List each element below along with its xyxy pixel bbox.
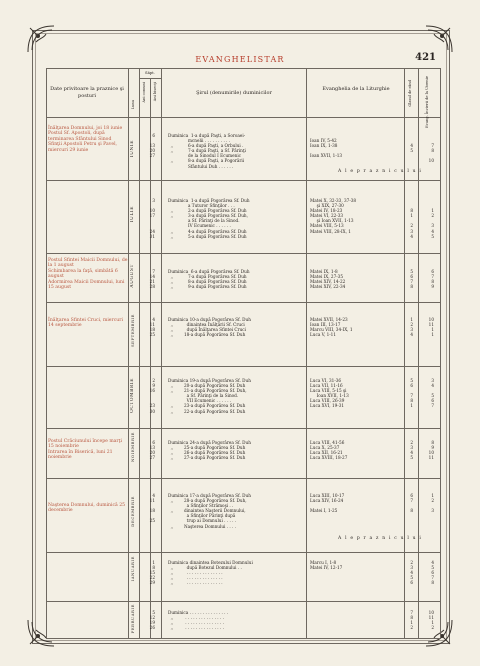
days-iulie: 3 10 17 24 31	[149, 198, 155, 239]
section-note-noiembrie: Postul Crăciunului începe marţi 15 noiembrie Intrarea în Biserică, luni 21 noiembrie	[48, 439, 122, 461]
utr-noiembrie: 8 9 10 11	[428, 440, 434, 461]
sundays-decembrie: Duminica 17-a după Pogorârea Sf. Duh ,, 28-a după Pogorârea Sf. Duh, a Sfinţilor Strămoşi . . ,, dinaintea Naşterii Domnului, a Sfinţilor Părinţi după trup ai Domnului . . . . . ,, Naşterea Domnului . . . .	[168, 493, 251, 529]
gospels-ianuarie: Marcu I, 1-8 Matei IV, 12-17	[310, 560, 343, 571]
glas-februarie: 7 8 1 2	[410, 610, 413, 631]
section-rule	[46, 302, 440, 303]
month-decembrie: DECEMBRIE	[130, 496, 135, 527]
gospels-iulie: Matei X, 32-33, 37-38 şi XIX, 27-30 Matei IV, 18-23 Matei VI, 22-33 şi Ioan XVII, 1-13 Matei VIII, 5-13 Matei VIII, 28-IX, 1	[310, 198, 357, 234]
section-note-decembrie: Naşterea Domnului, duminică 25 decembrie	[48, 503, 126, 514]
corner-ornament-bottom-left	[26, 618, 56, 648]
section-note-septembrie: Înălţarea Sfintei Cruci, miercuri 14 septembrie	[48, 318, 123, 329]
sundays-iunie: Duminica 1-a după Paşti, a Soroaei- mcnelii . . . . . . . . . . ,, 6-a după Paşti, a Orbului . ,, 7-a după Paşti, a Sf. Părinţi de la Sinodul I Ecumenic ,, 8-a după Paşti, a Pogorârii Sfântului Duh . . . . . .	[168, 133, 246, 169]
sundays-octombrie: Duminica 19-a după Pogorârea Sf. Duh ,, 20-a după Pogorârea Sf. Duh ,, 21-a după Pogorârea Sf. Duh, a Sf. Părinţi de la Sinod. VII Ecumenic . . . . . . ,, 23-a după Pogorârea Sf. Duh ,, 22-a după Pogorârea Sf. Duh	[168, 378, 251, 414]
corner-ornament-top-right	[424, 24, 454, 54]
month-octombrie: OCTOMBRIE	[130, 378, 135, 413]
utr-septembrie: 10 11 1 1	[428, 317, 434, 338]
col-line	[440, 68, 441, 638]
days-iunie: 6 13 20 27	[149, 133, 155, 159]
days-octombrie: 2 9 16 23 30	[149, 378, 155, 414]
month-septembrie: SEPTEMBRIE	[130, 314, 135, 348]
table-header-rule	[46, 117, 440, 118]
utr-august: 6 7 8 9	[431, 269, 434, 290]
gospels-octombrie: Luca VI, 31-36 Luca VII, 11-16 Luca VIII, 5-15 şi Ioan XVII, 1-13 Luca VIII, 26-39 Luca XVI, 19-31	[310, 378, 349, 409]
section-rule	[46, 428, 440, 429]
days-septembrie: 4 11 18 25	[149, 317, 155, 338]
utr-decembrie: 1 2 3	[431, 493, 434, 514]
sapt-rule	[139, 78, 161, 79]
header-evanghelia: Evanghelia de la Liturghie	[322, 86, 390, 92]
header-saptamana: Săpt.	[144, 70, 156, 75]
month-iulie: IULIE	[130, 206, 135, 223]
utr-iulie: 1 2 3 4 5	[431, 208, 434, 239]
gospels-septembrie: Matei XVII, 14-23 Ioan III, 13-17 Marcu VIII, 34-IX, 1 Luca V, 1-11	[310, 317, 353, 338]
section-rule	[46, 478, 440, 479]
corner-ornament-top-left	[26, 24, 56, 54]
sundays-noiembrie: Duminica 24-a după Pogorârea Sf. Duh ,, 25-a după Pogorârea Sf. Duh ,, 26-a după Pogorârea Sf. Duh ,, 27-a după Pogorârea Sf. Duh	[168, 440, 251, 461]
sundays-august: Duminica 6-a după Pogorârea Sf. Duh ,, 7-a după Pogorârea Sf. Duh ,, 8-a după Pogorârea Sf. Duh ,, 9-a după Pogorârea Sf. Duh	[168, 269, 250, 290]
gospels-iunie: Ioan IV, 5-42 Ioan IX, 1-38 Ioan XVII, 1-13	[310, 138, 343, 159]
section-rule	[46, 366, 440, 367]
gospels-noiembrie: Luca VIII, 41-56 Luca X, 25-37 Luca XII, 16-21 Luca XVIII, 18-27	[310, 440, 348, 461]
table-bottom-rule	[46, 638, 440, 639]
utr-ianuarie: 4 5 6 7 8	[431, 560, 434, 586]
sundays-ianuarie: Duminica dinaintea Botezului Domnului ,, după Botezul Domnului . . ,, . . . . . . . . . . . . . . ,, . . . . . . . . . . . . . . ,, . . . . . . . . . . . . . .	[168, 560, 253, 586]
days-august: 7 14 21 28	[149, 269, 155, 290]
glas-noiembrie: 2 3 4 5	[410, 440, 413, 461]
glas-ianuarie: 2 3 4 5 6	[410, 560, 413, 586]
utr-octombrie: 3 4 5 6 7	[431, 378, 434, 409]
sundays-septembrie: Duminica 10-a după Pogorârea Sf. Duh ,, dinaintea Înălţării Sf. Cruci ,, după Înălţarea Sfintei Cruci ,, 18-a după Pogorârea Sf. Duh	[168, 317, 251, 338]
days-februarie: 5 12 19 26	[149, 610, 155, 631]
month-august: AUGUST	[130, 264, 135, 288]
glas-decembrie: 6 7 8	[410, 493, 413, 514]
days-decembrie: 4 11 18 25	[149, 493, 155, 524]
glas-septembrie: 1 2 3 4	[410, 317, 413, 338]
utr-februarie: 10 11 1 2	[428, 610, 434, 631]
header-luna: Luna	[131, 100, 135, 110]
month-ianuarie: IANUARIE	[130, 556, 135, 582]
utr-iunie: 7 8 10	[428, 143, 434, 164]
month-noiembrie: NOIEMBRIE	[130, 432, 135, 462]
section-rule	[46, 601, 440, 602]
sundays-iulie: Duminica 1-a după Pogorârea Sf. Duh a Tuturor Sfinţilor . . . ,, 2-a după Pogorârea Sf. Duh ,, 3-a după Pogorârea Sf. Duh, a Sf. Părinţi de la Sinod. IV Ecumenic . . . . . . ,, 4-a după Pogorârea Sf. Duh ,, 5-a după Pogorârea Sf. Duh	[168, 198, 250, 239]
gospels-decembrie: Luca XIII, 10-17 Luca XIV, 16-24 Matei I, 1-25	[310, 493, 345, 514]
days-ianuarie: 1 8 15 22 29	[149, 560, 155, 586]
section-rule	[46, 180, 440, 181]
glas-august: 5 6 7 8	[410, 269, 413, 290]
days-noiembrie: 6 13 20 27	[149, 440, 155, 461]
header-ani-bisecti: Ani bisecţi	[153, 82, 157, 102]
glas-iunie: 4 5	[410, 143, 413, 154]
section-note-august: Postul Sfintei Maicii Domnului, de la 1 august Schimbarea la faţă, simbătă 6 august Adormirea Maicii Domnului, luni 15 august	[48, 258, 128, 291]
praznic-note-decembrie: A l e p r a z n i c u l u i	[338, 536, 422, 541]
sundays-februarie: Duminica . . . . . . . . . . . . . . . ,, . . . . . . . . . . . . . . . ,, . . . . . . . . . . . . . . . ,, . . . . . . . . . . . . . . .	[168, 610, 229, 631]
header-glas: Glasul de rând	[408, 80, 412, 107]
header-evang-utrenie: Evang. Învierii de la Utrenie	[425, 76, 429, 128]
praznic-note-iunie: A l e p r a z n i c u l u i	[338, 169, 422, 174]
gospels-august: Matei IX, 1-8 Matei IX, 27-35 Matei XIV, 14-22 Matei XIV, 22-34	[310, 269, 346, 290]
glas-iulie: 8 1 2 3 4	[410, 208, 413, 239]
page-number: 421	[415, 52, 436, 63]
header-ani-comuni: Ani comuni	[142, 82, 146, 103]
header-sarbatori: Date privitoare la praznice şi posturi	[50, 86, 124, 99]
section-rule	[46, 253, 440, 254]
month-februarie: FEBRUARIE	[130, 604, 135, 634]
header-duminici: Şirul (denumirile) duminicilor	[196, 90, 272, 96]
section-note-iunie: Înălţarea Domnului, joi 18 iunie Postul Sf. Apostoli, după terminarea Sfântului Sinod Sfinţii Apostoli Petru şi Pavel, miercuri 29 iunie	[48, 126, 123, 153]
section-rule	[46, 552, 440, 553]
table-top-rule	[46, 68, 440, 69]
glas-octombrie: 5 6 7 8 1	[410, 378, 413, 409]
running-title: EVANGHELISTAR	[195, 55, 285, 64]
month-iunie: IUNIE	[130, 140, 135, 158]
col-line	[150, 78, 151, 638]
